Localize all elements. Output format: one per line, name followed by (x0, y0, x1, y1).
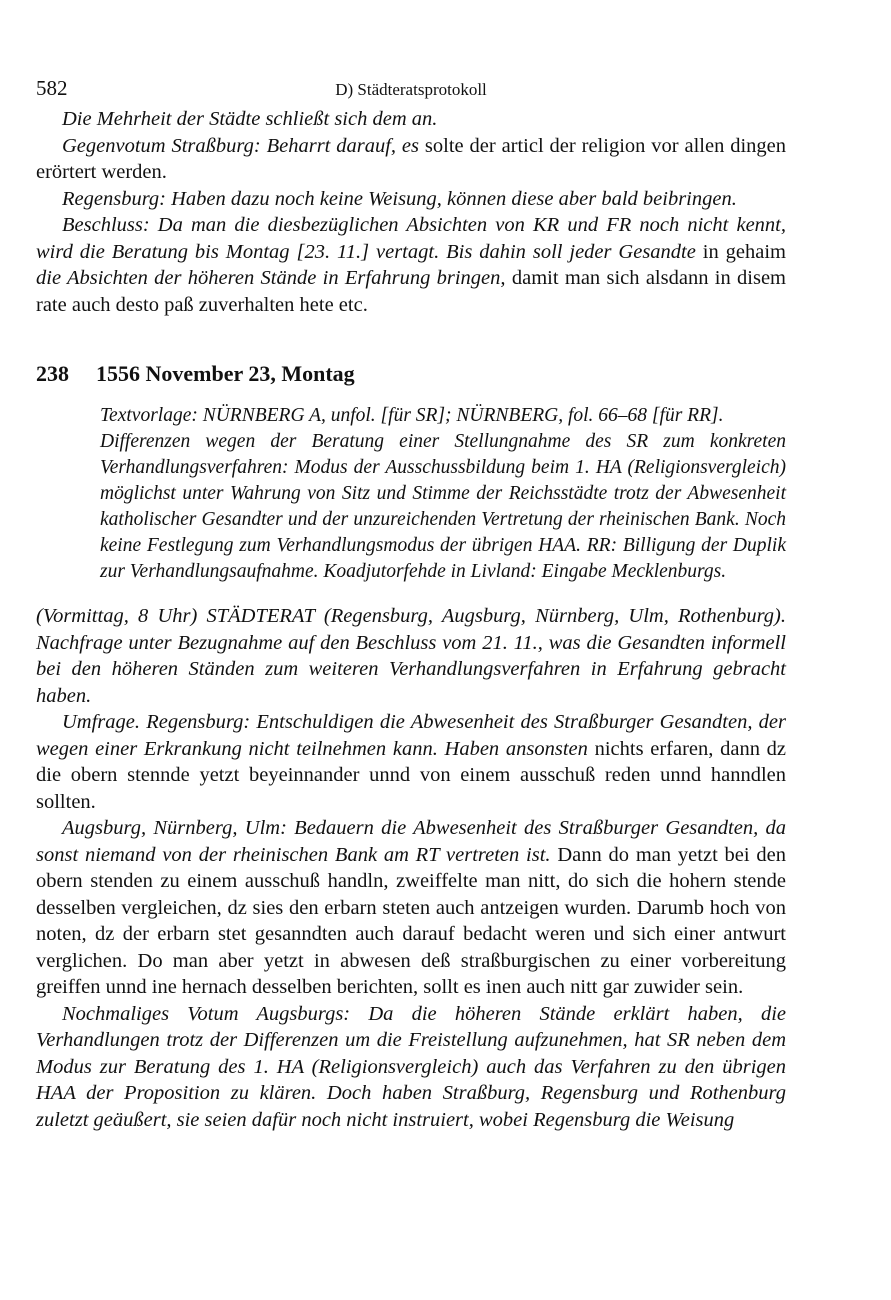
section-title: 1556 November 23, Montag (96, 361, 355, 386)
page-number: 582 (36, 76, 68, 100)
paragraph (36, 133, 786, 186)
roman-text: solte der articl der religion vor allen dingen erörtert werden. (36, 134, 787, 183)
source-note: Textvorlage: NÜRNBERG A, unfol. [für SR]; NÜRNBERG, fol. 66–68 [für RR]. (100, 405, 724, 426)
paragraph (36, 212, 786, 318)
regest-block (100, 403, 786, 585)
protocol-text (36, 603, 786, 1133)
italic-text: Umfrage. Regensburg: Entschuldigen die Abwesenheit des Straßburger Gesandten, der wegen einer Erkrankung nicht teilnehmen kann. Haben ansonsten (36, 711, 786, 760)
paragraph (36, 603, 786, 709)
regest-summary: Differenzen wegen der Beratung einer Stellungnahme des SR zum konkreten Verhandlungsverfahren: Modus der Ausschussbildung beim 1. HA (Religionsvergleich) möglichst unter Wahrung von Sitz und Stimme der Reichsstädte trotz der Abwesenheit katholischer Gesandter und der unzureichenden Vertretung der rheinischen Bank. Noch keine Festlegung zum Verhandlungsmodus der übrigen HAA. RR: Billigung der Duplik zur Verhandlungsaufnahme. Koadjutorfehde in Livland: Eingabe Mecklenburgs. (100, 431, 786, 582)
page-header (36, 76, 786, 106)
roman-text: in gehaim (695, 240, 786, 263)
paragraph (36, 106, 786, 133)
document-page (36, 76, 786, 1133)
preceding-text (36, 106, 786, 318)
italic-text: Regensburg: Haben dazu noch keine Weisung, können diese aber bald beibringen. (62, 187, 737, 210)
paragraph (36, 815, 786, 1001)
italic-text: Nochmaliges Votum Augsburgs: Da die höheren Stände erklärt haben, die Verhandlungen trotz der Differenzen um die Freistellung aufzunehmen, hat SR neben dem Modus zur Beratung des 1. HA (Religionsvergleich) auch das Verfahren zu den übrigen HAA der Proposition zu klären. Doch haben Straßburg, Regensburg und Rothenburg zuletzt geäußert, sie seien dafür noch nicht instruiert, wobei Regensburg die Weisung (36, 1002, 786, 1131)
italic-text: die Absichten der höheren Stände in Erfahrung bringen, (36, 267, 506, 289)
running-title: D) Städteratsprotokoll (335, 80, 487, 99)
italic-text: Augsburg, Nürnberg, Ulm: Bedauern die Abwesenheit des Straßburger Gesandten, da sonst niemand von der rheinischen Bank am RT vertreten ist. (36, 817, 786, 866)
roman-text: nichts erfaren, dann dz die obern stennde yetzt beyeinnander unnd von einem ausschuß reden unnd hanndlen sollten. (36, 737, 786, 813)
italic-text: (Vormittag, 8 Uhr) STÄDTERAT (Regensburg, Augsburg, Nürnberg, Ulm, Rothenburg). Nachfrage unter Bezugnahme auf den Beschluss vom 21. 11., was die Gesandten informell bei den höheren Ständen zum weiteren Verhandlungsverfahren in Erfahrung gebracht haben. (36, 605, 786, 707)
roman-text: Dann do man yetzt bei den obern stenden zu einem ausschuß handln, zweiffelte man nitt, do sich die hohern stende desselben vergleichen, dz sies den erbarn steten auch antzeigen wurden. Darumb hoch von noten, dz der erbarn stet gesanndten auch darauf bedacht weren und sich einer antwurt verglichen. Do man aber yetzt in abwesen deß straßburgischen zu einer vorbereitung greiffen unnd ine hernach desselben berichten, sollt es inen auch nitt gar zuwider sein. (36, 843, 786, 998)
section-heading (36, 361, 786, 387)
italic-text: Gegenvotum Straßburg: Beharrt darauf, es (62, 134, 420, 157)
section-number: 238 (36, 361, 69, 386)
roman-text: damit man sich alsdann in disem rate auch desto paß zuverhalten hete etc. (36, 267, 786, 316)
paragraph (36, 186, 786, 213)
paragraph (36, 1001, 786, 1134)
italic-text: Die Mehrheit der Städte schließt sich dem an. (62, 108, 438, 130)
paragraph (36, 709, 786, 815)
italic-text: Beschluss: Da man die diesbezüglichen Absichten von KR und FR noch nicht kennt, wird die Beratung bis Montag [23. 11.] vertagt. Bis dahin soll jeder Gesandte (36, 214, 786, 263)
